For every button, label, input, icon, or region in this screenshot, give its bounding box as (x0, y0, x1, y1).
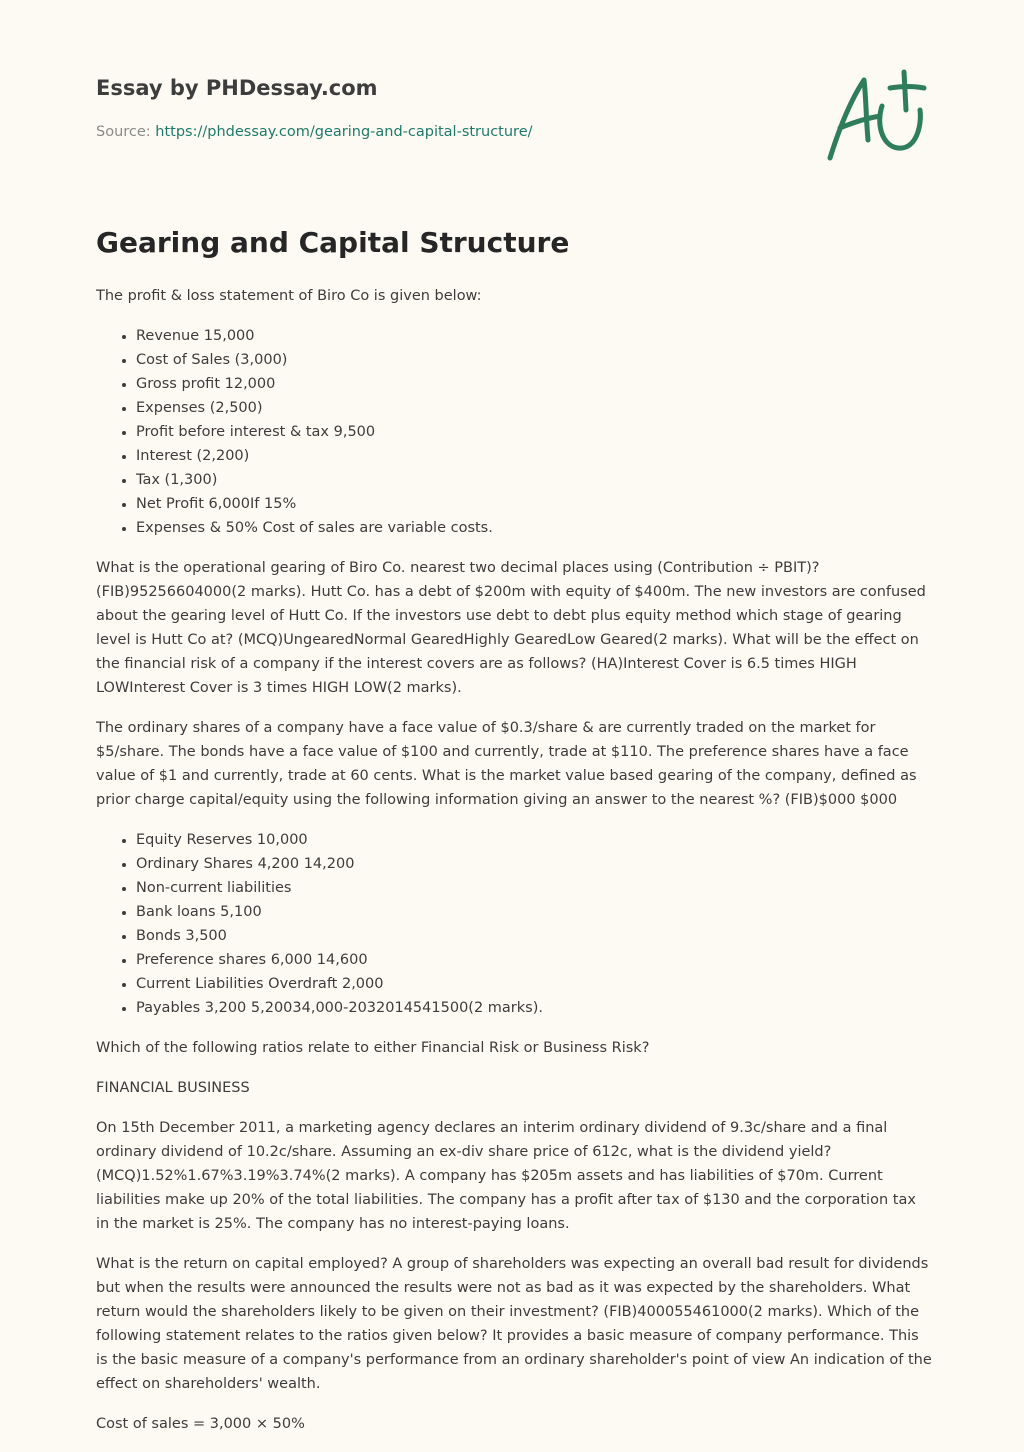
paragraph: What is the operational gearing of Biro Co. nearest two decimal places using (Contribution ÷ PBIT)?(FIB)95256604000(2 marks). Hutt Co. has a debt of $200m with equity of $400m. The new investors are confused about the gearing level of Hutt Co. If the investors use debt to debt plus equity method which stage of gearing level is Hutt Co at? (MCQ)UngearedNormal GearedHighly GearedLow Geared(2 marks). What will be the effect on the financial risk of a company if the interest covers are as follows? (HA)Interest Cover is 6.5 times HIGH LOWInterest Cover is 3 times HIGH LOW(2 marks). (96, 560, 926, 696)
site-title: Essay by PHDessay.com (96, 76, 378, 100)
list-item: • Net Profit 6,000If 15% (136, 492, 932, 516)
intro-paragraph: The profit & loss statement of Biro Co is given below: (96, 288, 482, 304)
list-item: • Bank loans 5,100 (136, 900, 932, 924)
paragraph: FINANCIAL BUSINESS (96, 1080, 250, 1096)
essay-title: Gearing and Capital Structure (96, 226, 570, 259)
paragraph: Which of the following ratios relate to either Financial Risk or Business Risk? (96, 1040, 650, 1056)
paragraph: Cost of sales = 3,000 × 50% (96, 1416, 305, 1432)
list-item: • Expenses (2,500) (136, 396, 932, 420)
list-item: • Interest (2,200) (136, 444, 932, 468)
list-item: • Tax (1,300) (136, 468, 932, 492)
pl-statement-list (96, 324, 932, 540)
source-line (96, 124, 533, 140)
list-item: • Current Liabilities Overdraft 2,000 (136, 972, 932, 996)
balance-sheet-list (96, 828, 932, 1020)
list-item: • Non-current liabilities (136, 876, 932, 900)
source-link[interactable]: https://phdessay.com/gearing-and-capital-structure/ (155, 124, 533, 140)
paragraph: What is the return on capital employed? A group of shareholders was expecting an overall bad result for dividends but when the results were announced the results were not as bad as it was expected by the shareholders. What return would the shareholders likely to be given on their investment? (FIB)400055461000(2 marks). Which of the following statement relates to the ratios given below? It provides a basic measure of company performance. This is the basic measure of a company's performance from an ordinary shareholder's point of view An indication of the effect on shareholders' wealth. (96, 1256, 932, 1392)
list-item: • Cost of Sales (3,000) (136, 348, 932, 372)
paragraph: The ordinary shares of a company have a face value of $0.3/share & are currently traded on the market for $5/share. The bonds have a face value of $100 and currently, trade at $110. The preference shares have a face value of $1 and currently, trade at 60 cents. What is the market value based gearing of the company, defined as prior charge capital/equity using the following information giving an answer to the nearest %? (FIB)$000 $000 (96, 720, 917, 808)
list-item: • Revenue 15,000 (136, 324, 932, 348)
essay-body (96, 284, 932, 1452)
list-item: • Equity Reserves 10,000 (136, 828, 932, 852)
paragraph: On 15th December 2011, a marketing agency declares an interim ordinary dividend of 9.3c/share and a final ordinary dividend of 10.2c/share. Assuming an ex-div share price of 612c, what is the dividend yield? (MCQ)1.52%1.67%3.19%3.74%(2 marks). A company has $205m assets and has liabilities of $70m. Current liabilities make up 20% of the total liabilities. The company has a profit after tax of $130 and the corporation tax in the market is 25%. The company has no interest-paying loans. (96, 1120, 916, 1232)
a-plus-logo-icon (818, 66, 928, 166)
source-label: Source: (96, 124, 151, 140)
list-item: • Profit before interest & tax 9,500 (136, 420, 932, 444)
list-item: • Bonds 3,500 (136, 924, 932, 948)
list-item: • Ordinary Shares 4,200 14,200 (136, 852, 932, 876)
list-item: • Preference shares 6,000 14,600 (136, 948, 932, 972)
list-item: • Expenses & 50% Cost of sales are variable costs. (136, 516, 932, 540)
a-plus-logo (818, 66, 928, 166)
list-item: • Gross profit 12,000 (136, 372, 932, 396)
list-item: • Payables 3,200 5,20034,000-2032014541500(2 marks). (136, 996, 932, 1020)
